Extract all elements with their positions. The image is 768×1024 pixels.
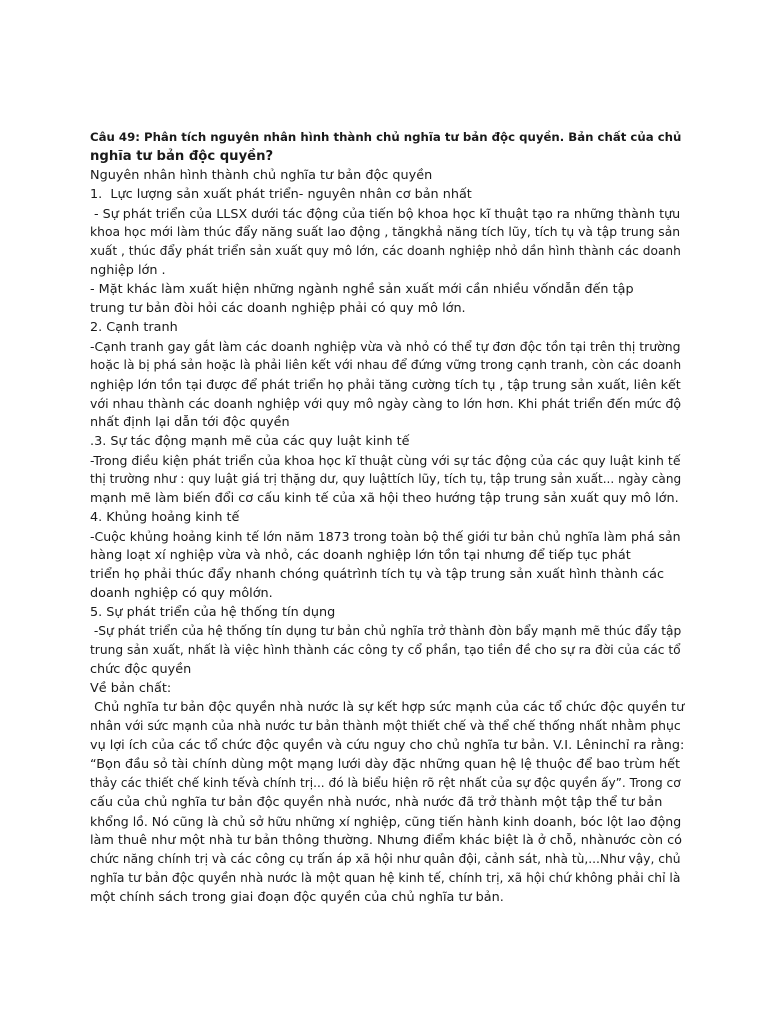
body-line: chức năng chính trị và các công cụ trấn áp xã hội như quân đội, cảnh sát, nhà tù,...Như vậy, chủ — [90, 852, 681, 866]
body-line: nghĩa tư bản độc quyền nhà nước là một quan hệ kinh tế, chính trị, xã hội chứ không phải chỉ là — [90, 871, 681, 885]
document-body — [90, 166, 684, 907]
body-line: nghiệp lớn tồn tại được để phát triển họ phải tăng cường tích tụ , tập trung sản xuất, liên kết — [90, 377, 681, 392]
body-line: cấu của chủ nghĩa tư bản độc quyền nhà nước, nhà nước đã trở thành một tập thể tư bản — [90, 795, 663, 810]
body-line: khổng lồ. Nó cũng là chủ sở hữu những xí nghiệp, cũng tiến hành kinh doanh, bóc lột lao động — [90, 814, 682, 829]
document-page — [90, 128, 684, 907]
body-line: một chính sách trong giai đoạn độc quyền của chủ nghĩa tư bản. — [90, 890, 504, 905]
body-line: trung sản xuất, nhất là việc hình thành các công ty cổ phần, tạo tiền đề cho sự ra đời của các tổ — [90, 643, 681, 657]
body-line: -Trong điều kiện phát triển của khoa học kĩ thuật cùng với sự tác động của các quy luật kinh tế — [90, 453, 681, 468]
body-line: với nhau thành các doanh nghiệp với quy mô ngày càng to lớn hơn. Khi phát triển đến mức độ — [90, 396, 682, 411]
body-line: thị trường như : quy luật giá trị thặng dư, quy luậttích lũy, tích tụ, tập trung sản xuất... ngày càng — [90, 472, 682, 486]
body-line: 2. Cạnh tranh — [90, 320, 178, 335]
body-line: vụ lợi ích của các tổ chức độc quyền và cứu nguy cho chủ nghĩa tư bản. V.I. Lêninchỉ ra rằng: — [90, 738, 685, 753]
body-line: -Cạnh tranh gay gắt làm các doanh nghiệp vừa và nhỏ có thể tự đơn độc tồn tại trên thị trường — [90, 339, 681, 354]
body-line: làm thuê như một nhà tư bản thông thường. Nhưng điểm khác biệt là ở chỗ, nhànước còn có — [90, 833, 682, 848]
body-line: trung tư bản đòi hỏi các doanh nghiệp phải có quy mô lớn. — [90, 301, 466, 316]
body-line: Về bản chất: — [90, 681, 172, 696]
body-line: doanh nghiệp có quy môlớn. — [90, 586, 273, 601]
body-line: Nguyên nhân hình thành chủ nghĩa tư bản độc quyền — [90, 168, 433, 183]
body-line: xuất , thúc đẩy phát triển sản xuất quy mô lớn, các doanh nghiệp nhỏ dần hình thành các doanh — [90, 244, 681, 258]
body-line: triển họ phải thúc đẩy nhanh chóng quátrình tích tụ và tập trung sản xuất hình thành các — [90, 567, 664, 582]
body-line: -Cuộc khủng hoảng kinh tế lớn năm 1873 trong toàn bộ thế giới tư bản chủ nghĩa làm phá sản — [90, 529, 681, 544]
body-line: chức độc quyền — [90, 662, 192, 677]
body-line: khoa học mới làm thúc đẩy năng suất lao động , tăngkhả năng tích lũy, tích tụ và tập trung sản — [90, 225, 681, 239]
document-title — [90, 128, 684, 166]
body-line: 5. Sự phát triển của hệ thống tín dụng — [90, 605, 336, 620]
body-line: thảy các thiết chế kinh tếvà chính trị... đó là biểu hiện rõ rệt nhất của sự độc quyền ấy”. Trong cơ — [90, 776, 681, 790]
body-line: Chủ nghĩa tư bản độc quyền nhà nước là sự kết hợp sức mạnh của các tổ chức độc quyền tư — [90, 700, 685, 715]
body-line: .3. Sự tác động mạnh mẽ của các quy luật kinh tế — [90, 434, 410, 449]
body-line: hàng loạt xí nghiệp vừa và nhỏ, các doanh nghiệp lớn tồn tại nhưng để tiếp tục phát — [90, 548, 631, 563]
body-line: “Bọn đầu sỏ tài chính dùng một mạng lưới dày đặc những quan hệ lệ thuộc để bao trùm hết — [90, 757, 680, 772]
body-line: hoặc là bị phá sản hoặc là phải liên kết với nhau để đứng vững trong cạnh tranh, còn các doanh — [90, 358, 682, 372]
body-line: mạnh mẽ làm biến đổi cơ cấu kinh tế của xã hội theo hướng tập trung sản xuất quy mô lớn. — [90, 491, 679, 506]
title-line: Câu 49: Phân tích nguyên nhân hình thành chủ nghĩa tư bản độc quyền. Bản chất của chủ — [90, 130, 682, 144]
body-line: nhất định lại dẫn tới độc quyền — [90, 415, 290, 430]
body-line: -Sự phát triển của hệ thống tín dụng tư bản chủ nghĩa trở thành đòn bẩy mạnh mẽ thúc đẩy tập — [90, 624, 682, 638]
body-line: - Sự phát triển của LLSX dưới tác động của tiến bộ khoa học kĩ thuật tạo ra những thành tựu — [90, 206, 681, 221]
body-line: - Mặt khác làm xuất hiện những ngành nghề sản xuất mới cần nhiều vốndẫn đến tập — [90, 282, 634, 297]
body-line: 1. Lực lượng sản xuất phát triển- nguyên nhân cơ bản nhất — [90, 187, 472, 202]
title-line: nghĩa tư bản độc quyền? — [90, 149, 274, 164]
body-line: nghiệp lớn . — [90, 263, 166, 278]
body-line: nhân với sức mạnh của nhà nước tư bản thành một thiết chế và thể chế thống nhất nhằm phục — [90, 719, 681, 733]
body-line: 4. Khủng hoảng kinh tế — [90, 510, 240, 525]
